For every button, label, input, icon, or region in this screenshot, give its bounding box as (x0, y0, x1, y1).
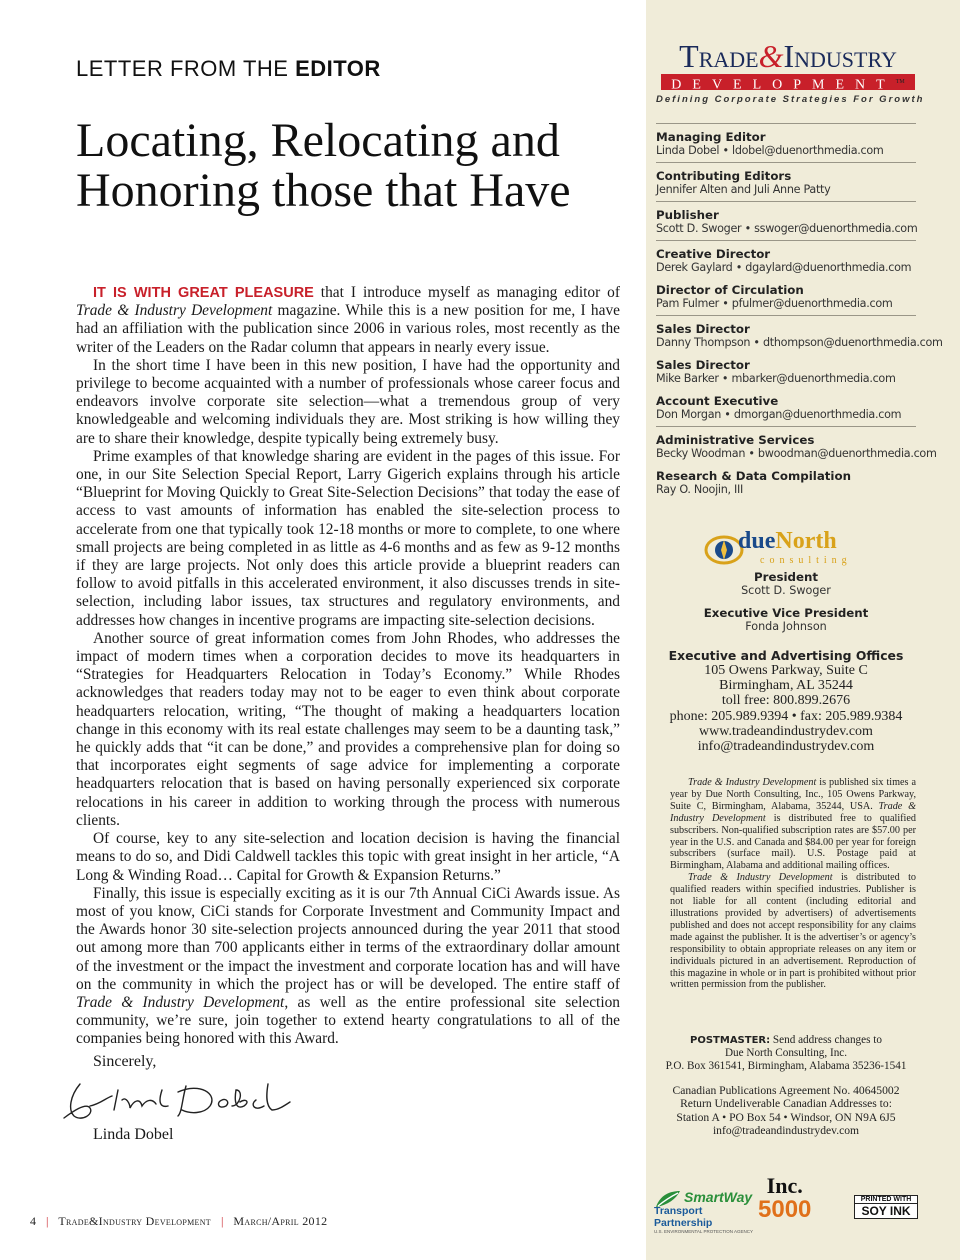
canada-return: Return Undeliverable Canadian Addresses to: (680, 1097, 892, 1111)
canada-address: Station A • PO Box 54 • Windsor, ON N9A 6J5 (676, 1110, 896, 1124)
closing: Sincerely, (93, 1053, 157, 1070)
staff-entry (656, 354, 916, 390)
legal-mag-name: Trade & Industry Development (688, 777, 817, 788)
staff-entry (656, 240, 916, 279)
staff-person: Mike Barker • mbarker@duenorthmedia.com (656, 372, 896, 385)
inc-title: Inc. (766, 1173, 803, 1198)
p6-text-b: , as well as the entire professional site selection community, we’re sure, join together to extend hearty congratulations to all of the companies being honored with this Award. (76, 993, 620, 1048)
staff-role: Account Executive (656, 394, 779, 408)
office-email[interactable]: info@tradeandindustrydev.com (697, 739, 875, 755)
postmaster-text: Send address changes to (770, 1034, 882, 1046)
badges-row (646, 1175, 960, 1235)
staff-person: Jennifer Alten and Juli Anne Patty (656, 183, 831, 196)
paragraph-5: Of course, key to any site-selection and location decision is having the financial means to do so, and Didi Caldwell tackles this topic with great insight in her article, “A Long & Winding Road… Capital for Growth & Expansion Returns.” (76, 830, 620, 884)
legal-mag-name: Trade & Industry Development (670, 800, 917, 824)
leaf-road-icon (654, 1189, 682, 1209)
smartway-title: SmartWay (684, 1189, 753, 1205)
kicker-bold: EDITOR (295, 56, 381, 81)
legal-text: is published six times a year by Due North Consulting, Inc., 105 Owens Parkway, Suite C, Birmingham, Alabama, 35244, USA. (670, 777, 916, 812)
evp-block (646, 606, 926, 633)
logo-word-industry: Industry (783, 38, 897, 74)
postmaster-block (646, 1034, 926, 1074)
staff-entry (656, 426, 937, 465)
office-city: Birmingham, AL 35244 (719, 678, 853, 694)
office-website[interactable]: www.tradeandindustrydev.com (699, 723, 873, 739)
p1-text-a: that I introduce myself as managing editor of (313, 284, 620, 301)
staff-entry (656, 315, 943, 354)
staff-role: Sales Director (656, 358, 750, 372)
paragraph-1 (76, 284, 620, 357)
staff-person: Pam Fulmer • pfulmer@duenorthmedia.com (656, 297, 893, 310)
lead-in: IT IS WITH GREAT PLEASURE (93, 285, 314, 301)
office-tollfree: toll free: 800.899.2676 (721, 693, 851, 709)
letter-body (76, 284, 620, 1049)
staff-person: Don Morgan • dmorgan@duenorthmedia.com (656, 408, 902, 421)
evp-name: Fonda Johnson (745, 620, 827, 633)
staff-entry (656, 390, 916, 426)
canada-email[interactable]: info@tradeandindustrydev.com (712, 1124, 860, 1138)
offices-title: Executive and Advertising Offices (668, 648, 904, 663)
signer-name: Linda Dobel (93, 1126, 174, 1143)
inc-number: 5000 (758, 1196, 812, 1223)
staff-entry (656, 162, 916, 201)
magazine-logo (656, 38, 925, 105)
office-address: 105 Owens Parkway, Suite C (704, 663, 868, 678)
dn-logo-consulting: consulting (760, 555, 852, 566)
paragraph-4: Another source of great information comes from John Rhodes, who addresses the impact of modern times when a corporation decides to move its headquarters in “Strategies for Headquarters Relocation in Today’s Economy.” While Rhodes acknowledges that readers today may not to be eager to even think about corporate headquarters relocation, writing, “The thought of making a headquarters location change in this economy with its real estate challenges may seem to be a daunting task,” he quickly adds that “it can be done,” and provides a comprehensive plan for doing so that incorporates eight segments of sage advice for implementing a corporate headquarters relocation that is based on having personally experienced six corporate relocations in his career in addition to working through the process with numerous clients. (76, 629, 620, 829)
page-footer: 4 | Trade&Industry Development | March/April 2012 (30, 1214, 328, 1228)
logo-tagline: Defining Corporate Strategies For Growth (656, 94, 925, 105)
logo-word-trade: Trade (679, 38, 759, 74)
postmaster-address: P.O. Box 361541, Birmingham, Alabama 35236-1541 (665, 1060, 907, 1073)
postmaster-company: Due North Consulting, Inc. (724, 1047, 848, 1060)
logo-ampersand: & (758, 38, 784, 74)
paragraph-2: In the short time I have been in this new position, I have had the opportunity and privilege to become acquainted with a number of professionals whose career focus and endeavors involve corporate site selection—what a tremendous group of very knowledgeable and welcoming individuals they are. Most striking is how willing they are to share their knowledge, despite typically being extremely busy. (76, 356, 620, 447)
staff-person: Derek Gaylard • dgaylard@duenorthmedia.com (656, 261, 912, 274)
evp-role: Executive Vice President (703, 606, 869, 620)
logo-trademark: TM (895, 79, 905, 85)
staff-person: Becky Woodman • bwoodman@duenorthmedia.com (656, 447, 937, 460)
due-north-logo (704, 528, 864, 570)
smartway-badge (654, 1189, 754, 1234)
legal-notice (670, 777, 916, 991)
legal-mag-name: Trade & Industry Development (688, 872, 833, 884)
kicker-light: LETTER FROM THE (76, 56, 296, 81)
canada-block (646, 1084, 926, 1138)
section-kicker (76, 56, 381, 82)
staff-entry (656, 123, 916, 162)
dn-logo-north: North (775, 528, 837, 554)
staff-entry (656, 465, 916, 501)
article-headline: Locating, Relocating and Honoring those that Have (76, 114, 571, 217)
president-role: President (753, 570, 818, 584)
legal-text: is distributed free to qualified subscribers. Non-qualified subscription rates are $57.00 per year in the U.S. and Canada and $84.00 per year for foreign subscribers (surface mail). U.S. Postage paid at Birmingham, Alabama and additional mailing offices. (670, 812, 916, 872)
staff-person: Scott D. Swoger • sswoger@duenorthmedia.com (656, 222, 918, 235)
signature-image (60, 1076, 300, 1126)
inc5000-badge (758, 1175, 811, 1223)
staff-role: Publisher (656, 208, 719, 222)
page-number: 4 (30, 1214, 36, 1228)
p1-magazine-name: Trade & Industry Development (76, 302, 273, 320)
soy-ink-label: SOY INK (861, 1204, 911, 1218)
staff-role: Director of Circulation (656, 283, 804, 297)
soy-printed-with: PRINTED WITH (855, 1196, 917, 1204)
staff-role: Sales Director (656, 322, 750, 336)
offices-block (646, 648, 926, 754)
legal-paragraph-1 (670, 777, 916, 872)
legal-paragraph-2 (670, 872, 916, 991)
soy-ink-badge (854, 1195, 918, 1219)
staff-entry (656, 279, 916, 315)
p6-magazine-name: Trade & Industry Development (76, 993, 285, 1011)
staff-role: Administrative Services (656, 433, 815, 447)
paragraph-3: Prime examples of that knowledge sharing are evident in the pages of this issue. For one, in our Site Selection Special Report, Larry Gigerich explains through his article “Blueprint for Moving Quickly to Great Site-Selection Decisions” that today the ease of access to vast amounts of information has enabled the site-selection process to accelerate from one that typically took 12-18 months or more to complete, to one where small projects are being completed in as little as 4-6 months and as few as 9-12 months if they are large projects. Not only does this article provide a blueprint readers can follow to avoid pitfalls in this accelerated environment, it also discusses trends in site-selection, including labor issues, tax structures and regulatory environments, and addresses how changes in incentive programs are impacting site-selection decisions. (76, 447, 620, 629)
staff-role: Contributing Editors (656, 169, 792, 183)
smartway-subtitle: Transport Partnership (654, 1205, 713, 1229)
postmaster-label: POSTMASTER: (690, 1035, 771, 1046)
canada-agreement: Canadian Publications Agreement No. 40645002 (672, 1084, 900, 1097)
staff-role: Managing Editor (656, 130, 766, 144)
staff-role: Research & Data Compilation (656, 469, 851, 483)
footer-issue: March/April 2012 (233, 1214, 328, 1228)
staff-person: Danny Thompson • dthompson@duenorthmedia.com (656, 336, 943, 349)
masthead-sidebar (646, 0, 960, 1260)
legal-text: is distributed to qualified readers within specified industries. Publisher is not liable for all content (including editorial and illustrations provided by advertisers) of advertisements published and does not accept responsibility for any claims made against the publisher. It is the advertiser’s or agency’s responsibility to obtain appropriate releases on any item or individuals pictured in an advertisement. Reproduction of this magazine in whole or in part is prohibited without prior written permission from the publisher. (670, 872, 917, 991)
p6-text-a: Finally, this issue is especially exciting as it is our 7th Annual CiCi Awards issue. As most of you know, CiCi stands for Corporate Investment and Community Impact and the Awards honor 30 site-selection projects announced during the year 2011 that stood out among more than 700 applicants either in terms of the extraordinary dollar amount of the investment or the impact the investment and corporate location has and will have on the community in which the project has or will be developed. The entire staff of (76, 884, 620, 993)
footer-magazine: Trade&Industry Development (58, 1214, 211, 1228)
staff-list (656, 123, 943, 501)
logo-word-development: DEVELOPMENT (671, 77, 896, 93)
smartway-epa: U.S. ENVIRONMENTAL PROTECTION AGENCY (654, 1229, 754, 1234)
staff-person: Ray O. Noojin, III (656, 483, 744, 496)
staff-person: Linda Dobel • ldobel@duenorthmedia.com (656, 144, 884, 157)
staff-entry (656, 201, 916, 240)
paragraph-6 (76, 885, 620, 1049)
president-name: Scott D. Swoger (741, 584, 831, 597)
p1-text-b: magazine. While this is a new position for me, I have had an affiliation with the publication since 2006 in various roles, most recently as the writer of the Leaders on the Radar column that appears in nearly every issue. (76, 302, 620, 356)
office-phone-fax: phone: 205.989.9394 • fax: 205.989.9384 (669, 708, 903, 724)
president-block (646, 570, 926, 597)
staff-role: Creative Director (656, 247, 771, 261)
dn-logo-due: due (738, 528, 776, 554)
